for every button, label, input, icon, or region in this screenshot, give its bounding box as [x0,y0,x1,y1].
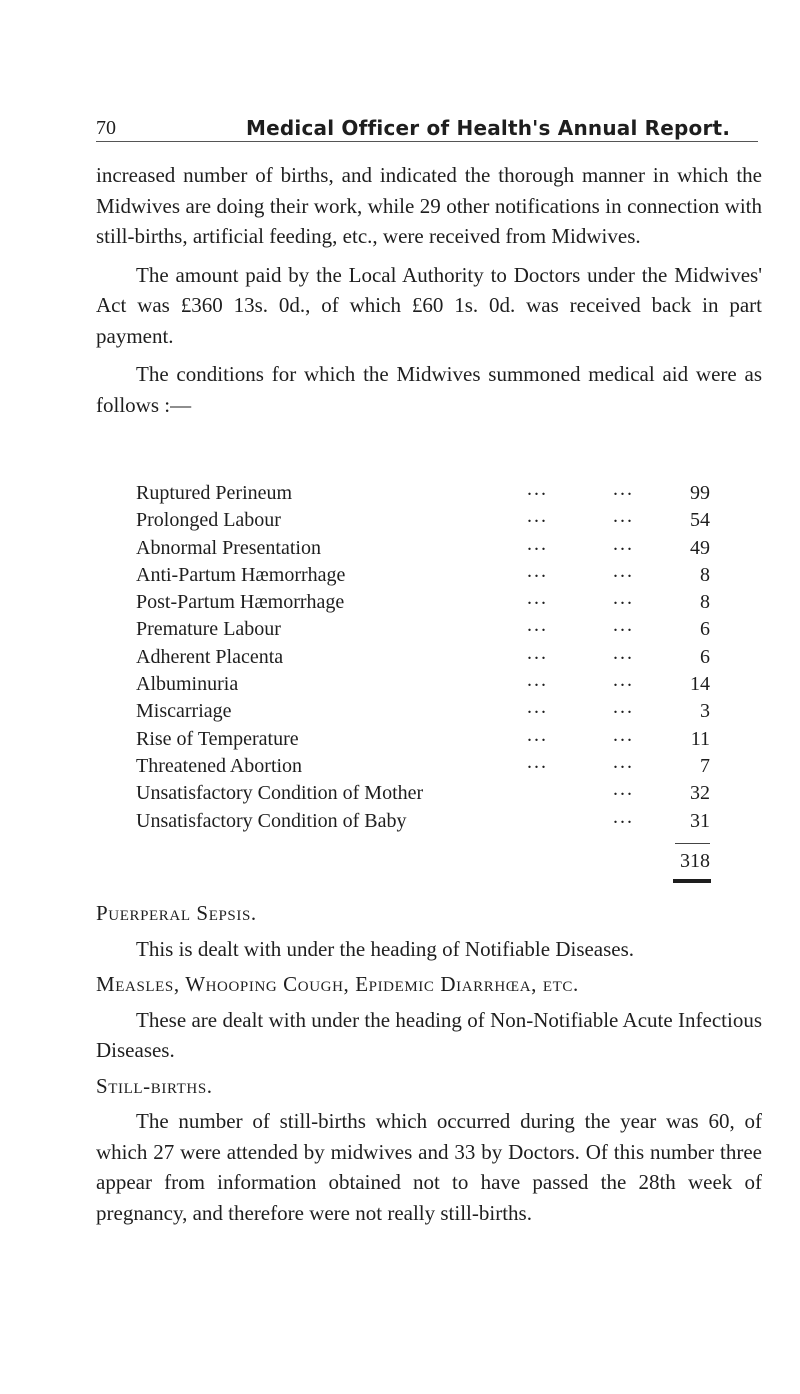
leader-dots: ... [613,532,634,555]
puerperal-sepsis-text: This is dealt with under the heading of Notifiable Diseases. [136,936,635,961]
page-number: 70 [96,117,116,139]
leader-dots: ... [527,478,548,500]
condition-count: 3 [700,700,710,723]
leader-dots: ... [613,478,634,500]
condition-label: Unsatisfactory Condition of Mother [136,782,424,805]
running-title: Medical Officer of Health's Annual Report. [246,116,731,140]
intro-text [96,160,762,420]
intro-paragraph-3: The conditions for which the Midwives summoned medical aid were as follows :— [96,362,762,417]
leader-dots: ... [527,587,548,610]
condition-label: Anti-Partum Hæmorrhage [136,563,346,586]
leader-dots: ... [527,505,548,528]
still-births-heading: Still-births. [96,1073,213,1098]
leader-dots: ... [527,696,548,719]
sections-text [96,898,762,1228]
conditions-total: 318 [680,850,710,872]
page-header [96,115,760,141]
leader-dots: ... [613,750,634,773]
condition-count: 31 [690,809,710,832]
condition-count: 14 [690,673,710,696]
leader-dots: ... [527,669,548,692]
condition-count: 11 [690,727,710,750]
intro-paragraph-1: increased number of births, and indicated the thorough manner in which the Midwives are doing their work, while 29 other notifications in connection with still-births, artificial feeding, etc., were received from Midwives. [96,163,762,248]
condition-label: Prolonged Labour [136,509,281,532]
condition-count: 99 [690,482,710,504]
leader-dots: ... [527,614,548,637]
condition-count: 54 [690,509,710,532]
leader-dots: ... [613,778,634,801]
condition-label: Abnormal Presentation [136,536,321,559]
leader-dots: ... [527,750,548,773]
measles-heading: Measles, Whooping Cough, Epidemic Diarrhœa, etc. [96,972,579,996]
intro-paragraph-2: The amount paid by the Local Authority to Doctors under the Midwives' Act was £360 13s. 0d., of which £60 1s. 0d. was received back in part payment. [96,262,762,348]
puerperal-sepsis-heading: Puerperal Sepsis. [96,901,257,925]
condition-count: 6 [700,618,710,641]
leader-dots: ... [613,641,634,664]
leader-dots: ... [613,505,634,528]
condition-label: Miscarriage [136,700,232,723]
leader-dots: ... [527,532,548,555]
condition-label: Threatened Abortion [136,754,303,777]
condition-label: Post-Partum Hæmorrhage [136,591,345,614]
condition-label: Unsatisfactory Condition of Baby [136,809,407,832]
condition-label: Albuminuria [136,673,239,696]
leader-dots: ... [613,723,634,746]
leader-dots: ... [613,696,634,719]
total-rule [675,843,710,844]
total-underline [673,879,711,883]
leader-dots: ... [527,641,548,664]
condition-count: 32 [690,782,710,805]
leader-dots: ... [613,805,634,828]
condition-count: 8 [700,563,710,586]
leader-dots: ... [613,587,634,610]
condition-count: 8 [700,591,710,614]
leader-dots: ... [613,614,634,637]
header-rule [96,141,758,142]
leader-dots: ... [527,723,548,746]
leader-dots: ... [613,669,634,692]
leader-dots: ... [613,559,634,582]
condition-count: 6 [700,645,710,668]
condition-count: 49 [690,536,710,559]
condition-count: 7 [700,754,710,777]
condition-label: Premature Labour [136,618,281,641]
conditions-table [136,480,710,835]
leader-dots: ... [527,559,548,582]
still-births-text: The number of still-births which occurred during the year was 60, of which 27 were attended by midwives and 33 by Doctors. Of this number three appear from information obtained not to have passed the 28th week of pregnancy, and therefore were not really still-births. [96,1109,762,1225]
condition-label: Rise of Temperature [136,727,299,750]
condition-label: Adherent Placenta [136,645,284,668]
condition-label: Ruptured Perineum [136,482,293,504]
table-row [136,805,710,835]
measles-text: These are dealt with under the heading of Non-Notifiable Acute Infectious Diseases. [96,1007,762,1062]
